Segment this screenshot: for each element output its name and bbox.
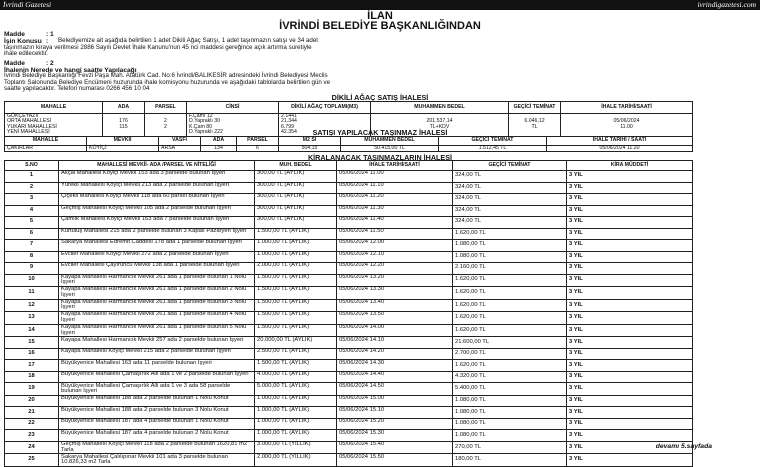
rental-tarih: 05/06/2024 14.50 xyxy=(337,383,453,396)
rental-row xyxy=(5,182,693,194)
tree-cinsi-line3: K.Çam 80 xyxy=(189,123,213,130)
tree-ada-line2: 115 xyxy=(119,123,128,130)
rental-bedel: 1.500,00 TL (AYLIK) xyxy=(255,228,337,240)
rental-description: Kayapa Mahallesi Harmancık Mevkii 261 ada 1 parselde bulunan 5 Nolu İşyeri xyxy=(59,324,255,337)
rental-tarih: 05/06/2024 12.10 xyxy=(337,251,453,263)
rental-sure: 3 YIL xyxy=(567,228,693,240)
rental-number: 12 xyxy=(5,299,59,312)
rental-number: 1 xyxy=(5,171,59,183)
property-cell-tarih: 05/06/2024 11.20 xyxy=(547,146,693,152)
isin-konusu-label: İşin Konusu xyxy=(4,38,42,45)
tree-bedel-line1: 201.537,14 xyxy=(426,118,453,125)
rental-bedel: 1.500,00 TL (AYLIK) xyxy=(255,312,337,325)
rental-row xyxy=(5,383,693,396)
rental-teminat: 1.080,00 TL xyxy=(453,407,567,419)
rental-tarih: 05/06/2024 14.10 xyxy=(337,337,453,349)
rental-bedel: 1.000,00 TL (AYLIK) xyxy=(255,407,337,419)
rental-number: 22 xyxy=(5,418,59,430)
rental-sure: 3 YIL xyxy=(567,171,693,183)
rental-tarih: 05/06/2024 14.40 xyxy=(337,371,453,383)
rental-number: 24 xyxy=(5,441,59,454)
rental-sure: 3 YIL xyxy=(567,217,693,229)
tree-header-mahalle: MAHALLE xyxy=(5,102,103,114)
rental-teminat: 1.080,00 TL xyxy=(453,430,567,442)
rental-description: Büyükyenice Mahallesi 163 ada 11 parselde bulunan İşyeri xyxy=(59,360,255,372)
rentals-header-sure: KİRA MÜDDETİ xyxy=(567,161,693,171)
rental-teminat: 1.620,00 TL xyxy=(453,299,567,312)
rental-teminat: 2.160,00 TL xyxy=(453,263,567,275)
tree-header-tarih: İHALE TARİHİ/SAATİ xyxy=(561,102,693,114)
rental-bedel: 1.000,00 TL (AYLIK) xyxy=(255,395,337,407)
rental-row xyxy=(5,217,693,229)
rental-number: 17 xyxy=(5,360,59,372)
tree-cinsi-line1: F.Çamı 12 xyxy=(189,113,213,119)
rental-tarih: 05/06/2024 11.10 xyxy=(337,182,453,194)
rental-number: 15 xyxy=(5,337,59,349)
rental-description: Çiçekli Mahallesi Köyiçi Mevkii 118 ada 60 parsel bulunan İşyeri xyxy=(59,194,255,206)
property-header-bedel: MUHAMMEN BEDEL xyxy=(341,137,439,146)
rental-description: Büyükyenice Mahallesi 187 ada 4 parselde bulunan 1 Nolu Konut xyxy=(59,418,255,430)
tree-tarih-line2: 11.00 xyxy=(620,123,633,130)
madde1-text-line3: ihale edilecektir. xyxy=(4,50,49,57)
rental-bedel: 1.000,00 TL (AYLIK) xyxy=(255,240,337,252)
tree-teminat-line1: 6.046,12 xyxy=(524,118,545,125)
rental-sure: 3 YIL xyxy=(567,324,693,337)
newspaper-name: İvrindi Gazetesi xyxy=(3,0,52,9)
rental-number: 25 xyxy=(5,454,59,467)
tree-header-bedel: MUHAMMEN BEDEL xyxy=(371,102,509,114)
rental-description: Kayapa Mahallesi Köyiçi Mevkii 215 ada 2 parselde bulunan İşyeri xyxy=(59,348,255,360)
rental-row xyxy=(5,287,693,300)
rental-teminat: 324,00 TL xyxy=(453,217,567,229)
rental-number: 8 xyxy=(5,251,59,263)
rental-number: 2 xyxy=(5,182,59,194)
tree-toplam-line1: 2.1441 xyxy=(281,113,297,119)
rental-bedel: 300,00 TL (AYLIK) xyxy=(255,171,337,183)
rental-number: 19 xyxy=(5,383,59,396)
isin-konusu-separator: : xyxy=(46,38,49,45)
rental-tarih: 05/06/2024 11.30 xyxy=(337,205,453,217)
rental-number: 11 xyxy=(5,287,59,300)
rental-row xyxy=(5,205,693,217)
property-sale-table xyxy=(4,136,693,152)
rentals-header-bedel: MUH. BEDEL xyxy=(255,161,337,171)
rental-description: Yürekli Mahallesi Köyiçi Mevkii 213 ada 2 parselde bulunan İşyeri xyxy=(59,182,255,194)
madde1-text-line2: taşınmazın kiraya verilmesi 2886 Sayılı Devlet İhale Kanunu'nun 45 nci maddesi gereğince açık artırma suretiyle xyxy=(4,43,312,51)
rental-teminat: 1.080,00 TL xyxy=(453,240,567,252)
madde2-label: Madde xyxy=(4,60,25,67)
rental-teminat: 4.320,00 TL xyxy=(453,371,567,383)
tree-header-cinsi: CİNSİ xyxy=(187,102,279,114)
rental-bedel: 300,00 TL (AYLIK) xyxy=(255,217,337,229)
rental-tarih: 05/06/2024 13.50 xyxy=(337,312,453,325)
rental-teminat: 21.600,00 TL xyxy=(453,337,567,349)
rental-sure: 3 YIL xyxy=(567,430,693,442)
rental-bedel: 1.000,00 TL (AYLIK) xyxy=(255,418,337,430)
rental-description: Büyükyenice Mahallesi 187 ada 4 parselde bulunan 2 Nolu Konut xyxy=(59,430,255,442)
rental-teminat: 1.620,00 TL xyxy=(453,287,567,300)
rental-tarih: 05/06/2024 15.40 xyxy=(337,441,453,454)
rental-tarih: 05/06/2024 11.40 xyxy=(337,217,453,229)
rental-description: Evciler Mahallesi Çayırüncü Mevkii 138 ada 1 parselde bulunan İşyeri xyxy=(59,263,255,275)
rental-tarih: 05/06/2024 15.50 xyxy=(337,454,453,467)
tree-sale-title: DİKİLİ AĞAÇ SATIŞ İHALESİ xyxy=(331,93,429,102)
rental-description: Kurtuluş Mahallesi 215 ada 2 parselde bulunan 3 Kapalı Pazaryeri İşyeri xyxy=(59,228,255,240)
rental-teminat: 2.700,00 TL xyxy=(453,348,567,360)
rental-number: 6 xyxy=(5,228,59,240)
rental-bedel: 20.000,00 TL (AYLIK) xyxy=(255,337,337,349)
madde2-title: İhalenin Nerede ve hangi saatte Yapılacağı xyxy=(4,66,137,74)
rental-sure: 3 YIL xyxy=(567,395,693,407)
rental-description: Büyükyenice Mahallesi 188 ada 2 parselde bulunan 3 Nolu Konut xyxy=(59,407,255,419)
rental-sure: 3 YIL xyxy=(567,337,693,349)
rental-sure: 3 YIL xyxy=(567,418,693,430)
rental-tarih: 05/06/2024 12.20 xyxy=(337,263,453,275)
property-cell-mevkii: KÖYİÇİ xyxy=(87,146,159,152)
rental-number: 23 xyxy=(5,430,59,442)
rental-row xyxy=(5,324,693,337)
rental-number: 16 xyxy=(5,348,59,360)
rental-teminat: 1.620,00 TL xyxy=(453,312,567,325)
rental-number: 21 xyxy=(5,407,59,419)
property-header-vasfi: VASFI xyxy=(159,137,201,146)
rental-bedel: 5.000,00 TL (AYLIK) xyxy=(255,383,337,396)
rental-teminat: 180,00 TL xyxy=(453,454,567,467)
rentals-title: KİRALANACAK TAŞINMAZLARIN İHALESİ xyxy=(307,153,452,162)
tree-toplam-line4: 42.354 xyxy=(281,129,297,136)
rentals-header-tarih: İHALE TARİHİ/SAATİ xyxy=(337,161,453,171)
rental-description: Büyükyenice Mahallesi Çamaşırlık Alli ada 1 ve 2 parselde bulunan İşyeri xyxy=(59,371,255,383)
rental-description: Kayapa Mahallesi Harmancık Mevkii 261 ada 1 parselde bulunan 1 Nolu İşyeri xyxy=(59,274,255,287)
rental-number: 18 xyxy=(5,371,59,383)
rental-bedel: 1.500,00 TL (AYLIK) xyxy=(255,274,337,287)
rental-sure: 3 YIL xyxy=(567,407,693,419)
rental-description: Büyükyenice Mahallesi 188 ada 2 parselde bulunan 1 Nolu Konut xyxy=(59,395,255,407)
rental-number: 10 xyxy=(5,274,59,287)
rental-row xyxy=(5,194,693,206)
rental-teminat: 1.080,00 TL xyxy=(453,395,567,407)
rental-row xyxy=(5,430,693,442)
rental-bedel: 1.000,00 TL (AYLIK) xyxy=(255,430,337,442)
rental-teminat: 324,00 TL xyxy=(453,205,567,217)
rental-sure: 3 YIL xyxy=(567,205,693,217)
rental-teminat: 1.620,00 TL xyxy=(453,324,567,337)
rental-row xyxy=(5,407,693,419)
rental-sure: 3 YIL xyxy=(567,240,693,252)
rental-row xyxy=(5,228,693,240)
tree-parsel-line1: 2 xyxy=(164,118,167,125)
tree-toplam-line2: 21.344 xyxy=(281,118,297,125)
rental-description: Çamlık Mahallesi Köyiçi Mevkii 163 ada 7 parselde bulunan İşyeri xyxy=(59,217,255,229)
rental-bedel: 1.500,00 TL (AYLIK) xyxy=(255,299,337,312)
property-cell-vasfi: ARSA xyxy=(159,146,201,152)
rental-description: Kayapa Mahallesi Harmancık Mevkii 261 ada 1 parselde bulunan 3 Nolu İşyeri xyxy=(59,299,255,312)
rental-bedel: 1.000,00 TL (AYLIK) xyxy=(255,251,337,263)
rental-sure: 3 YIL xyxy=(567,263,693,275)
newspaper-website: ivrindigazetesi.com xyxy=(697,0,756,9)
rental-tarih: 05/06/2024 15.20 xyxy=(337,418,453,430)
tree-cinsi-line4: D.Yapraklı 222 xyxy=(189,129,223,136)
rental-sure: 3 YIL xyxy=(567,454,693,467)
rental-tarih: 05/06/2024 13.40 xyxy=(337,299,453,312)
rental-row xyxy=(5,337,693,349)
rental-row xyxy=(5,441,693,454)
property-sale-title: SATIŞI YAPILACAK TAŞINMAZ İHALESİ xyxy=(312,128,448,137)
property-cell-parsel: 6 xyxy=(237,146,279,152)
rental-bedel: 300,00 TL (AYLIK) xyxy=(255,182,337,194)
rental-description: Akçal Mahallesi Köyiçi Mevkii 153 ada 3 parselde bulunan İşyeri xyxy=(59,171,255,183)
rental-sure: 3 YIL xyxy=(567,441,693,454)
rental-description: Sakarya Mahallesi Edremit Caddesi 178 ada 1 parselde bulunan İşyeri xyxy=(59,240,255,252)
rental-tarih: 05/06/2024 11.00 xyxy=(337,171,453,183)
rental-row xyxy=(5,360,693,372)
rental-tarih: 05/06/2024 12.00 xyxy=(337,240,453,252)
rental-description: Kayapa Mahallesi Harmancık Mevkii 257 ada 2 parselde bulunan İşyeri xyxy=(59,337,255,349)
rental-row xyxy=(5,348,693,360)
rental-tarih: 05/06/2024 15.10 xyxy=(337,407,453,419)
rental-teminat: 1.620,00 TL xyxy=(453,228,567,240)
property-cell-ada: 134 xyxy=(201,146,237,152)
rental-tarih: 05/06/2024 15.00 xyxy=(337,395,453,407)
rental-sure: 3 YIL xyxy=(567,360,693,372)
rental-bedel: 1.500,00 TL (AYLIK) xyxy=(255,287,337,300)
rental-row xyxy=(5,263,693,275)
rental-bedel: 1.500,00 TL (AYLIK) xyxy=(255,324,337,337)
property-header-mevkii: MEVKİİ xyxy=(87,137,159,146)
tree-parsel-line2: 2 xyxy=(164,123,167,130)
rental-row xyxy=(5,171,693,183)
tree-mahalle-line2: ORTA MAHALLESİ xyxy=(7,118,52,125)
rental-teminat: 270,00 TL xyxy=(453,441,567,454)
rental-number: 3 xyxy=(5,194,59,206)
rental-description: Geçmiş Mahallesi Köyiçi Mevkii 118 ada 2 parselde bulunan 1620,81 m2 Tarla xyxy=(59,441,255,454)
rental-tarih: 05/06/2024 11.50 xyxy=(337,228,453,240)
rental-sure: 3 YIL xyxy=(567,299,693,312)
notice-heading: İLAN xyxy=(367,10,393,22)
rental-bedel: 2.000,00 TL (YILLIK) xyxy=(255,454,337,467)
rental-row xyxy=(5,312,693,325)
rental-description: Kayapa Mahallesi Harmancık Mevkii 261 ada 1 parselde bulunan 4 Nolu İşyeri xyxy=(59,312,255,325)
rental-description: Evciler Mahallesi Köyiçi Mevkii 272 ada 2 parselde bulunan İşyeri xyxy=(59,251,255,263)
rental-teminat: 1.080,00 TL xyxy=(453,418,567,430)
rental-sure: 3 YIL xyxy=(567,274,693,287)
property-header-tarih: İHALE TARİHİ / SAATİ xyxy=(547,137,693,146)
property-header-ada: ADA xyxy=(201,137,237,146)
tree-cinsi-line2: D.Yapraklı 30 xyxy=(189,118,221,125)
madde1-label: Madde xyxy=(4,31,25,38)
rentals-header-teminat: GEÇİCİ TEMİNAT xyxy=(453,161,567,171)
rental-number: 20 xyxy=(5,395,59,407)
rental-teminat: 5.400,00 TL xyxy=(453,383,567,396)
tree-header-parsel: PARSEL xyxy=(145,102,187,114)
rental-bedel: 3.000,00 TL (YILLIK) xyxy=(255,441,337,454)
rental-tarih: 05/06/2024 14.30 xyxy=(337,360,453,372)
madde1-number: : 1 xyxy=(46,31,54,38)
rentals-header-description: MAHALLESİ MEVKİİ- ADA /PARSEL VE NİTELİĞİ xyxy=(59,161,255,171)
property-cell-m2: 504,15 xyxy=(279,146,341,152)
rental-number: 4 xyxy=(5,205,59,217)
rental-number: 9 xyxy=(5,263,59,275)
rental-sure: 3 YIL xyxy=(567,251,693,263)
rentals-table xyxy=(4,160,693,467)
property-header-m2: M2 SI xyxy=(279,137,341,146)
rental-bedel: 1.500,00 TL (AYLIK) xyxy=(255,360,337,372)
continued-note: devamı 5.sayfada xyxy=(655,443,712,450)
rental-row xyxy=(5,454,693,467)
madde2-text-line2: Toplantı Salonunda Belediye Encümeni huzurunda ihale komisyonu huzurunda ve aşağıdaki tablolarda belirtilen gün ve xyxy=(4,78,331,86)
rental-tarih: 05/06/2024 11.20 xyxy=(337,194,453,206)
rental-sure: 3 YIL xyxy=(567,371,693,383)
rentals-header-no: S.NO xyxy=(5,161,59,171)
rental-bedel: 300,00 TL (AYLIK) xyxy=(255,194,337,206)
rental-bedel: 300,00 TL (AYLIK) xyxy=(255,205,337,217)
tree-tarih-line1: 05/06/2024 xyxy=(613,118,640,125)
rental-tarih: 05/06/2024 13.20 xyxy=(337,274,453,287)
property-cell-mahalle: ÇAKIRLAR xyxy=(5,146,87,152)
madde2-number: : 2 xyxy=(46,60,54,67)
property-cell-teminat: 1.512,45 TL xyxy=(439,146,547,152)
rental-sure: 3 YIL xyxy=(567,194,693,206)
tree-teminat-line2: TL xyxy=(531,123,538,130)
rental-tarih: 05/06/2024 15.30 xyxy=(337,430,453,442)
rental-teminat: 324,00 TL xyxy=(453,171,567,183)
rental-teminat: 324,00 TL xyxy=(453,182,567,194)
rental-row xyxy=(5,299,693,312)
rental-description: Geçmiş Mahallesi Köyiçi Mevkii 105 ada 2 parselde bulunan İşyeri xyxy=(59,205,255,217)
madde2-text-line3: saatte yapılacaktır. Telefon numarası 0266 456 10 04 xyxy=(4,85,150,92)
rental-row xyxy=(5,418,693,430)
tree-header-ada: ADA xyxy=(103,102,145,114)
rental-description: Sakarya Mahallesi Çalılıpınar Mevkii 101 ada 3 parselde bulunan 10.826,33 m2 Tarla xyxy=(59,454,255,467)
tree-mahalle-line3: YUKARI MAHALLESİ xyxy=(7,123,57,130)
rental-sure: 3 YIL xyxy=(567,348,693,360)
newspaper-header-bar xyxy=(0,0,760,10)
tree-mahalle-line4: YENİ MAHALLESİ xyxy=(7,129,50,136)
tree-bedel-line2: TL+KDV xyxy=(429,123,450,130)
rental-sure: 3 YIL xyxy=(567,383,693,396)
property-cell-bedel: 50.415,00 TL xyxy=(341,146,439,152)
rental-description: Kayapa Mahallesi Harmancık Mevkii 261 ada 1 parselde bulunan 2 Nolu İşyeri xyxy=(59,287,255,300)
rental-tarih: 05/06/2024 13.30 xyxy=(337,287,453,300)
rental-bedel: 2.500,00 TL (AYLIK) xyxy=(255,348,337,360)
rental-tarih: 05/06/2024 14.20 xyxy=(337,348,453,360)
rental-row xyxy=(5,240,693,252)
rental-teminat: 1.620,00 TL xyxy=(453,274,567,287)
notice-title: İVRİNDİ BELEDİYE BAŞKANLIĞINDAN xyxy=(279,20,481,32)
rental-teminat: 1.620,00 TL xyxy=(453,360,567,372)
property-header-parsel: PARSEL xyxy=(237,137,279,146)
rentals-table-body xyxy=(5,171,693,467)
rental-bedel: 2.000,00 TL (AYLIK) xyxy=(255,263,337,275)
tree-mahalle-line1: GÖKÇEYAZI/ xyxy=(7,113,39,119)
property-header-teminat: GEÇİCİ TEMİNAT xyxy=(439,137,547,146)
tree-toplam-line3: 6.799 xyxy=(281,123,294,130)
tree-header-toplam: DİKİLİ AĞAÇ TOPLAMI(M3) xyxy=(279,102,371,114)
madde1-text-line1: Belediyemize ait aşağıda belirtilen 1 adet Dikili Ağaç Satışı, 1 adet taşınmazın satışı ve 34 adet xyxy=(58,37,319,44)
rental-sure: 3 YIL xyxy=(567,312,693,325)
rental-number: 13 xyxy=(5,312,59,325)
rental-row xyxy=(5,371,693,383)
tree-ada-line1: 176 xyxy=(119,118,128,125)
rental-teminat: 1.080,00 TL xyxy=(453,251,567,263)
rental-number: 14 xyxy=(5,324,59,337)
rental-sure: 3 YIL xyxy=(567,182,693,194)
rental-number: 5 xyxy=(5,217,59,229)
madde2-text-line1: İvrindi Belediye Başkanlığı Fevzi Paşa Mah. Atatürk Cad. No:6 İvrindi/BALIKESİR adresindeki İvrindi Belediyesi Meclis xyxy=(4,72,328,79)
rental-sure: 3 YIL xyxy=(567,287,693,300)
rental-tarih: 05/06/2024 14.00 xyxy=(337,324,453,337)
rental-bedel: 4.000,00 TL (AYLIK) xyxy=(255,371,337,383)
rental-row xyxy=(5,274,693,287)
rental-teminat: 324,00 TL xyxy=(453,194,567,206)
property-header-mahalle: MAHALLE xyxy=(5,137,87,146)
tree-header-teminat: GEÇİCİ TEMİNAT xyxy=(509,102,561,114)
rental-number: 7 xyxy=(5,240,59,252)
rental-row xyxy=(5,251,693,263)
rental-description: Büyükyenice Mahallesi Çamaşırlık Alli ada 1 ve 3 ada 58 parselde bulunan İşyeri xyxy=(59,383,255,396)
rental-row xyxy=(5,395,693,407)
